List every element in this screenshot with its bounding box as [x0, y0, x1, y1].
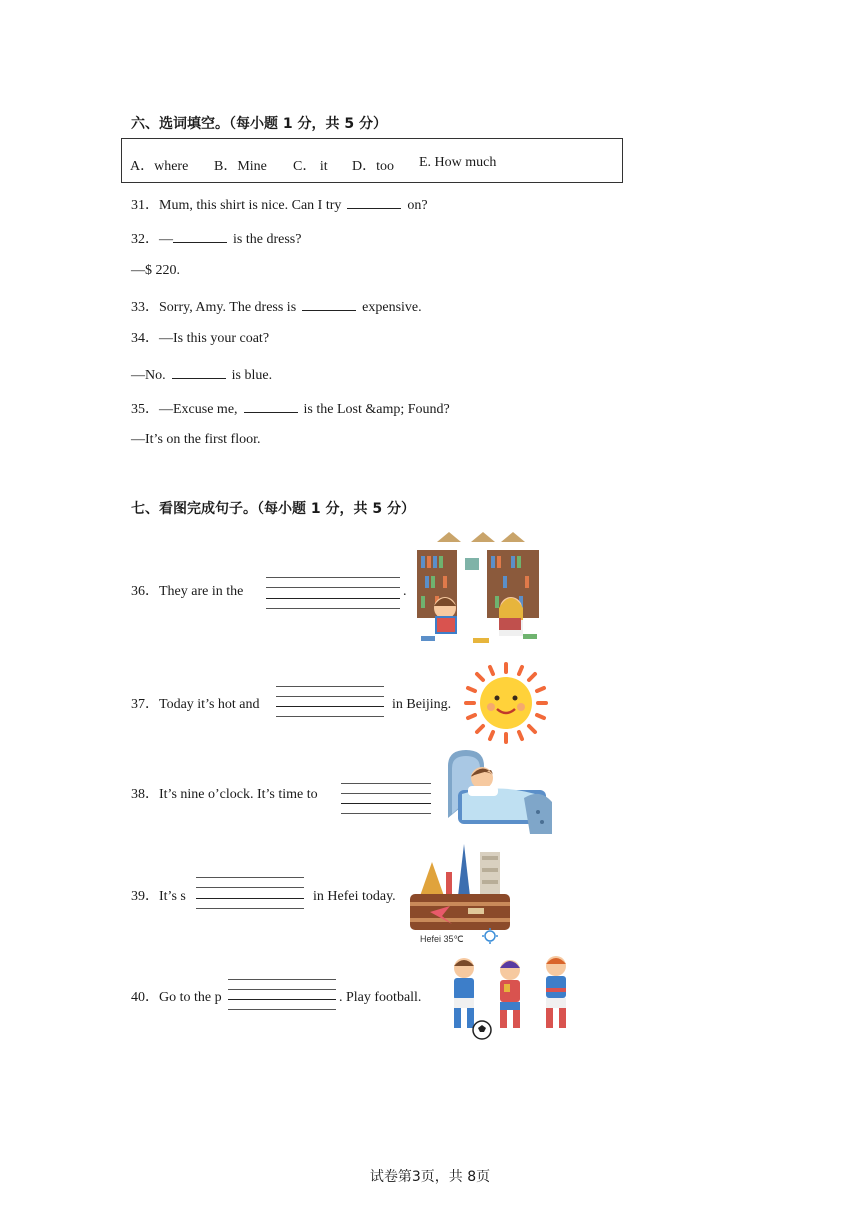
answer-blank-32[interactable] — [173, 228, 227, 243]
question-34: 34．—Is this your coat? — [131, 331, 270, 346]
suitcase-landmarks-picture — [408, 842, 512, 948]
option-e: E. How much — [419, 155, 497, 170]
answer-blank-33[interactable] — [302, 296, 356, 311]
answer-blank-37[interactable] — [276, 706, 384, 707]
answer-35-text: —It’s on the first floor. — [131, 432, 261, 447]
hefei-temperature-caption: Hefei 35℃ — [420, 934, 464, 944]
answer-32-text: —$ 220. — [131, 263, 180, 278]
question-31: 31．Mum, this shirt is nice. Can I try on? — [131, 194, 428, 215]
answer-blank-39[interactable] — [196, 898, 304, 899]
answer-blank-40[interactable] — [228, 999, 336, 1000]
option-b: B．Mine — [214, 159, 267, 174]
question-32: 32．— is the dress? — [131, 228, 301, 249]
section7-heading: 七、看图完成句子。（每小题 1 分，共 5 分） — [131, 501, 415, 517]
question-36: 36．They are in the — [131, 584, 244, 599]
question-38: 38．It’s nine o’clock. It’s time to — [131, 787, 318, 802]
question-37: 37．Today it’s hot and — [131, 697, 260, 712]
sun-picture — [464, 662, 548, 744]
question-39: 39．It’s s — [131, 889, 186, 904]
answer-blank-34[interactable] — [172, 364, 226, 379]
section6-heading: 六、选词填空。（每小题 1 分，共 5 分） — [131, 116, 387, 132]
word-bank-box — [121, 138, 623, 183]
kids-football-picture — [436, 952, 588, 1040]
sleeping-child-picture — [444, 748, 556, 838]
answer-blank-38[interactable] — [341, 803, 431, 804]
question-33: 33．Sorry, Amy. The dress is expensive. — [131, 296, 422, 317]
answer-blank-36[interactable] — [266, 598, 400, 599]
question-40: 40．Go to the p — [131, 990, 222, 1005]
page-footer: 试卷第3页，共 8页 — [369, 1169, 491, 1185]
option-c: C． it — [293, 159, 328, 174]
library-kids-picture — [415, 528, 545, 650]
option-a: A．where — [130, 159, 189, 174]
option-d: D．too — [352, 159, 394, 174]
answer-34-line: —No. is blue. — [131, 364, 272, 385]
answer-blank-31[interactable] — [347, 194, 401, 209]
answer-blank-35[interactable] — [244, 398, 298, 413]
question-35: 35．—Excuse me, is the Lost &amp; Found? — [131, 398, 450, 419]
